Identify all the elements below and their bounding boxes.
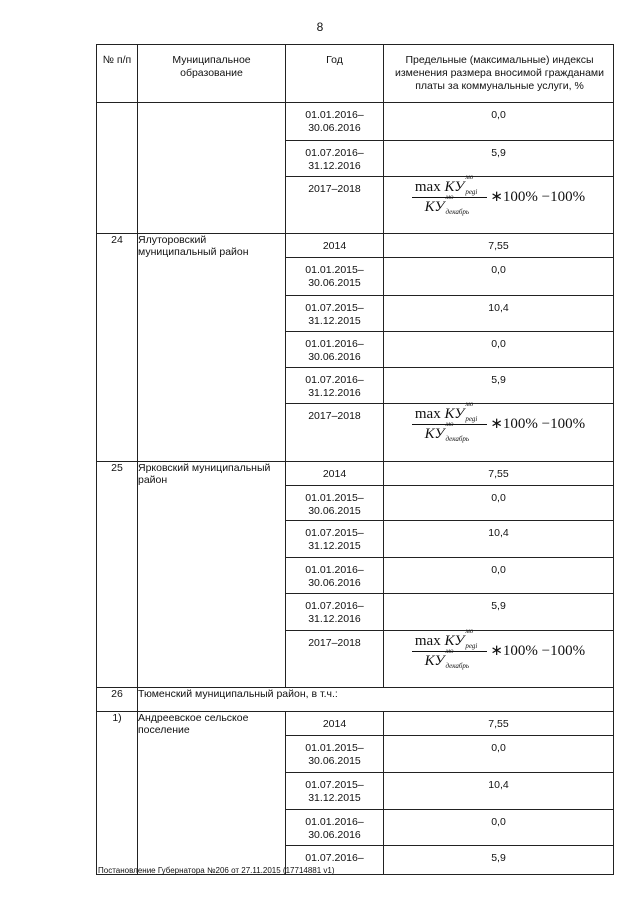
period-cell	[286, 594, 384, 631]
row-number	[97, 103, 138, 234]
formula-subscript: pegi	[465, 642, 478, 650]
period-value: 01.07.2015– 31.12.2015	[305, 779, 364, 804]
period-value: 01.01.2015– 30.06.2015	[305, 742, 364, 767]
period-value: 2017–2018	[308, 637, 361, 649]
formula-ku: КУ	[424, 199, 445, 215]
table-row	[97, 103, 614, 141]
index-cell	[384, 558, 614, 594]
index-value: 5,9	[491, 147, 506, 159]
row-number: 1)	[97, 712, 138, 875]
formula-superscript: мо	[445, 193, 454, 201]
index-cell	[384, 810, 614, 846]
formula-subscript: декабрь	[445, 662, 470, 670]
period-cell	[286, 404, 384, 462]
formula-ku: КУ	[424, 426, 445, 442]
period-value: 01.07.2016– 31.12.2016	[305, 600, 364, 625]
formula-subscript: pegi	[465, 188, 478, 196]
index-cell	[384, 627, 614, 688]
index-value: 0,0	[491, 492, 506, 504]
period-value: 01.01.2016– 30.06.2016	[305, 564, 364, 589]
period-value: 2017–2018	[308, 410, 361, 422]
formula-ku: КУ	[424, 653, 445, 669]
index-cell	[384, 332, 614, 368]
formula-max: max	[414, 179, 441, 195]
formula-fraction	[412, 400, 487, 443]
formula-indices	[464, 627, 484, 650]
formula-subscript: декабрь	[445, 435, 470, 443]
period-value: 01.07.2015– 31.12.2015	[305, 302, 364, 327]
period-cell	[286, 521, 384, 558]
index-value: 0,0	[491, 564, 506, 576]
index-value: 10,4	[488, 779, 509, 791]
header-number: № п/п	[97, 45, 138, 103]
formula-tail: ∗100% −100%	[490, 643, 586, 659]
index-cell	[384, 258, 614, 296]
index-cell	[384, 736, 614, 773]
period-cell	[286, 810, 384, 846]
index-formula	[384, 627, 613, 670]
footer-note: Постановление Губернатора №206 от 27.11.2015 (17714881 v1)	[98, 866, 335, 875]
index-value: 10,4	[488, 302, 509, 314]
period-value: 01.01.2015– 30.06.2015	[305, 492, 364, 517]
formula-indices	[464, 400, 484, 423]
formula-subscript: pegi	[465, 415, 478, 423]
period-cell	[286, 486, 384, 521]
formula-superscript: мо	[445, 420, 454, 428]
index-value: 0,0	[491, 264, 506, 276]
header-year: Год	[286, 45, 384, 103]
period-cell	[286, 368, 384, 404]
index-cell	[384, 846, 614, 875]
period-value: 2014	[322, 468, 347, 480]
formula-superscript: мо	[465, 400, 474, 408]
formula-superscript: мо	[465, 173, 474, 181]
index-cell	[384, 486, 614, 521]
period-cell	[286, 177, 384, 234]
formula-max: max	[414, 406, 441, 422]
period-value: 2014	[322, 240, 347, 252]
formula-tail: ∗100% −100%	[490, 416, 586, 432]
district-heading: Тюменский муниципальный район, в т.ч.:	[138, 688, 614, 712]
period-value: 01.07.2015– 31.12.2015	[305, 527, 364, 552]
table-row	[97, 462, 614, 486]
index-value: 5,9	[491, 600, 506, 612]
period-cell	[286, 234, 384, 258]
period-cell	[286, 258, 384, 296]
index-value: 0,0	[491, 338, 506, 350]
formula-superscript: мо	[445, 647, 454, 655]
formula-indices	[445, 193, 475, 216]
municipality-name: Андреевское сельское поселение	[138, 712, 286, 875]
table-header-row	[97, 45, 614, 103]
index-cell	[384, 462, 614, 486]
formula-denominator	[422, 647, 478, 670]
period-cell	[286, 332, 384, 368]
row-number: 26	[97, 688, 138, 712]
formula-indices	[445, 420, 475, 443]
index-formula	[384, 173, 613, 216]
formula-denominator	[422, 420, 478, 443]
formula-superscript: мо	[465, 627, 474, 635]
formula-ku: КУ	[444, 179, 465, 195]
period-cell	[286, 462, 384, 486]
index-value: 10,4	[488, 527, 509, 539]
page-number: 8	[316, 20, 324, 34]
period-cell	[286, 296, 384, 332]
index-formula	[384, 400, 613, 443]
period-value: 2017–2018	[308, 183, 361, 195]
index-cell	[384, 773, 614, 810]
table-row	[97, 234, 614, 258]
formula-tail: ∗100% −100%	[490, 189, 586, 205]
table-body	[97, 103, 614, 875]
index-cell	[384, 368, 614, 404]
period-cell	[286, 712, 384, 736]
index-value: 5,9	[491, 852, 506, 864]
period-value: 01.01.2016– 30.06.2016	[305, 338, 364, 363]
period-cell	[286, 631, 384, 688]
period-cell	[286, 773, 384, 810]
period-value: 01.07.2016– 31.12.2016	[305, 147, 364, 172]
period-cell	[286, 558, 384, 594]
municipality-name	[138, 103, 286, 234]
period-value: 01.01.2016– 30.06.2016	[305, 109, 364, 134]
header-municipality: Муниципальное образование	[138, 45, 286, 103]
period-value: 01.07.2016–	[305, 852, 364, 864]
formula-indices	[445, 647, 475, 670]
index-cell	[384, 521, 614, 558]
municipality-name: Ялуторовский муниципальный район	[138, 234, 286, 462]
table-row	[97, 688, 614, 712]
period-value: 01.07.2016– 31.12.2016	[305, 374, 364, 399]
index-value: 0,0	[491, 742, 506, 754]
row-number: 25	[97, 462, 138, 688]
period-value: 01.01.2015– 30.06.2015	[305, 264, 364, 289]
index-cell	[384, 234, 614, 258]
index-cell	[384, 400, 614, 462]
formula-indices	[464, 173, 484, 196]
formula-max: max	[414, 633, 441, 649]
index-cell	[384, 296, 614, 332]
index-value: 0,0	[491, 816, 506, 828]
formula-fraction	[412, 627, 487, 670]
formula-ku: КУ	[444, 633, 465, 649]
index-cell	[384, 594, 614, 631]
index-cell	[384, 712, 614, 736]
index-value: 7,55	[488, 718, 509, 730]
index-cell	[384, 173, 614, 234]
index-cell	[384, 141, 614, 177]
index-cell	[384, 103, 614, 141]
formula-fraction	[412, 173, 487, 216]
table-row	[97, 712, 614, 736]
period-value: 2014	[322, 718, 347, 730]
formula-denominator	[422, 193, 478, 216]
period-cell	[286, 141, 384, 177]
index-value: 5,9	[491, 374, 506, 386]
tariff-index-table	[96, 44, 614, 875]
period-cell	[286, 736, 384, 773]
period-value: 01.01.2016– 30.06.2016	[305, 816, 364, 841]
municipality-name: Ярковский муниципальный район	[138, 462, 286, 688]
index-value: 7,55	[488, 468, 509, 480]
formula-ku: КУ	[444, 406, 465, 422]
index-value: 7,55	[488, 240, 509, 252]
header-index: Предельные (максимальные) индексы изменения размера вносимой гражданами платы за коммунальные услуги, %	[384, 45, 614, 103]
index-value: 0,0	[491, 109, 506, 121]
period-cell	[286, 103, 384, 141]
formula-subscript: декабрь	[445, 208, 470, 216]
row-number: 24	[97, 234, 138, 462]
